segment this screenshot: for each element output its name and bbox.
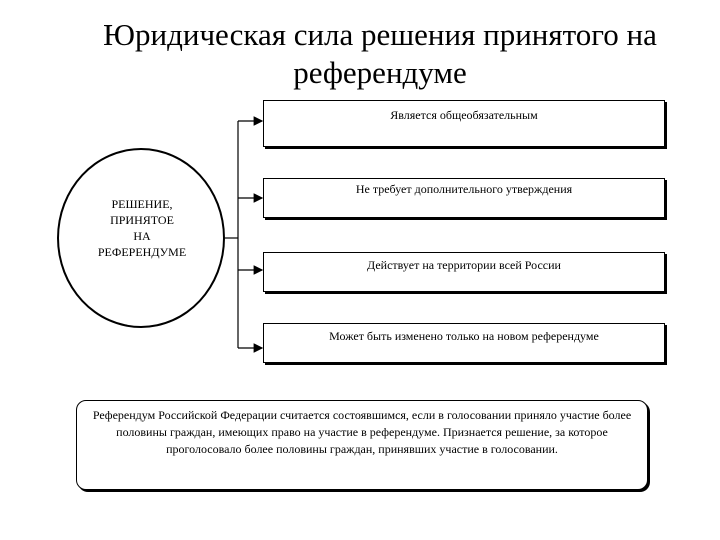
property-box-1: Является общеобязательным: [263, 100, 665, 147]
property-box-2: Не требует дополнительного утверждения: [263, 178, 665, 218]
referendum-note: Референдум Российской Федерации считается состоявшимся, если в голосовании приняло участие более половины граждан, имеющих право на участие в референдуме. Признается решение, за которое проголосовало более половины граждан, принявших участие в голосовании.: [76, 400, 648, 490]
slide-title: Юридическая сила решения принятого на референдуме: [103, 17, 657, 90]
decision-circle-label: РЕШЕНИЕ, ПРИНЯТОЕ НА РЕФЕРЕНДУМЕ: [97, 197, 187, 259]
property-box-4: Может быть изменено только на новом референдуме: [263, 323, 665, 363]
property-box-3: Действует на территории всей России: [263, 252, 665, 292]
